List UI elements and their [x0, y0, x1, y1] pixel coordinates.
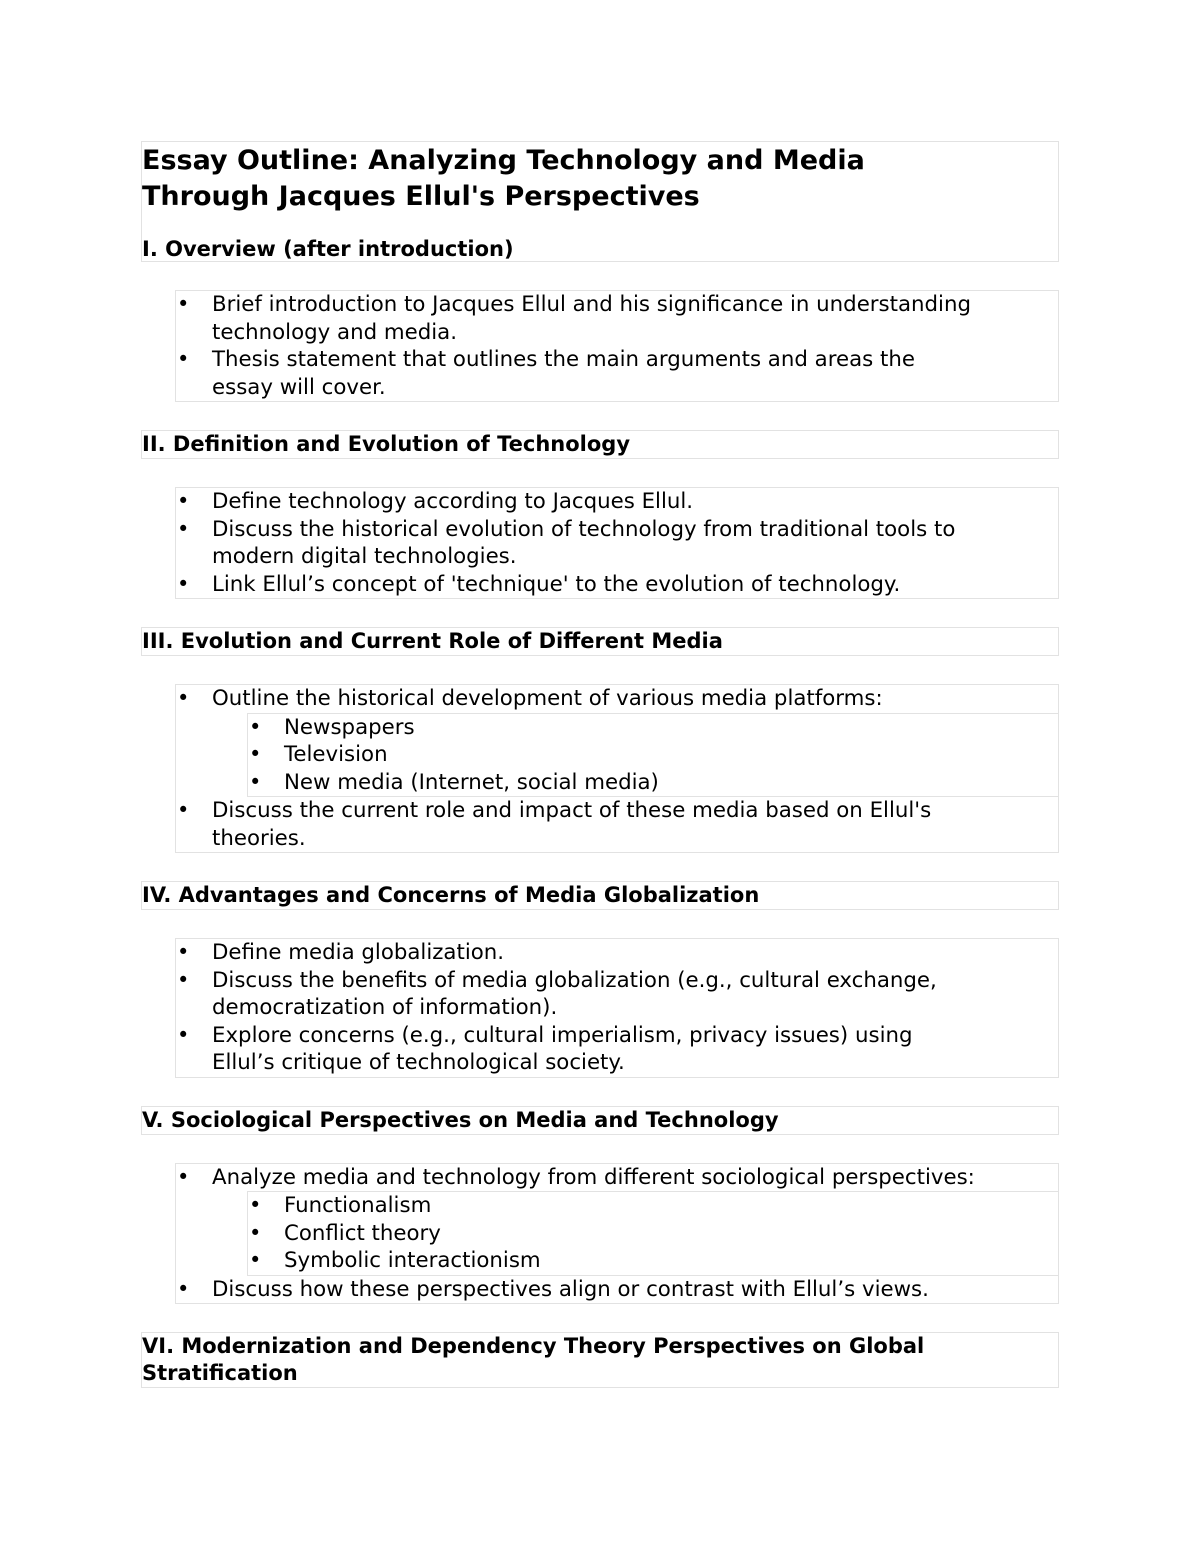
heading-text: IV. Advantages and Concerns of Media Globalization	[142, 883, 760, 907]
section-heading	[142, 1333, 1058, 1387]
section-heading-box	[141, 881, 1059, 910]
item-text: New media (Internet, social media)	[284, 769, 659, 795]
bullet-list	[175, 938, 1059, 1078]
item-text: Define media globalization.	[212, 940, 505, 965]
section-heading	[142, 236, 1058, 263]
heading-text: I. Overview (after introduction)	[142, 237, 514, 261]
section-heading	[142, 628, 1058, 655]
item-text: Discuss the current role and impact of these media based on Ellul's	[212, 798, 932, 823]
list-item	[176, 685, 1058, 713]
nested-list-item	[248, 1192, 1058, 1220]
heading-text: V. Sociological Perspectives on Media and Technology	[142, 1107, 779, 1132]
nested-list	[247, 713, 1058, 798]
item-text: technology and media.	[212, 319, 457, 345]
item-text: Outline the historical development of various media platforms:	[212, 686, 883, 711]
nested-list-item	[248, 741, 1058, 769]
section-heading-box	[141, 430, 1059, 459]
section-heading-box	[141, 1106, 1059, 1135]
item-text: Link Ellul’s concept of 'technique' to the evolution of technology.	[212, 571, 901, 597]
bullet-icon: •	[177, 1276, 190, 1301]
list-item	[176, 797, 1058, 852]
item-text: Define technology according to Jacques Ellul.	[212, 489, 694, 514]
bullet-icon: •	[177, 798, 190, 822]
bullet-icon: •	[177, 571, 190, 596]
heading-text: VI. Modernization and Dependency Theory Perspectives on Global	[142, 1334, 925, 1358]
bullet-list	[175, 290, 1059, 402]
nested-list-item	[248, 769, 1058, 797]
heading-text: Stratification	[142, 1361, 298, 1385]
nested-list-item	[248, 1220, 1058, 1248]
list-item	[176, 346, 1058, 401]
section-heading-box	[141, 627, 1059, 656]
bullet-icon: •	[177, 940, 190, 964]
list-item	[176, 488, 1058, 516]
bullet-icon: •	[249, 1193, 262, 1217]
item-text: Thesis statement that outlines the main arguments and areas the	[212, 347, 915, 372]
document-title: Through Jacques Ellul's Perspectives	[142, 181, 700, 212]
item-text: Analyze media and technology from different sociological perspectives:	[212, 1164, 975, 1190]
section-heading	[142, 431, 1058, 458]
list-item	[176, 571, 1058, 599]
item-text: Explore concerns (e.g., cultural imperialism, privacy issues) using	[212, 1022, 913, 1048]
section-heading	[142, 1107, 1058, 1134]
nested-list-item	[248, 714, 1058, 742]
bullet-list	[175, 1163, 1059, 1305]
item-text: Television	[284, 742, 388, 767]
item-text: Discuss the benefits of media globalization (e.g., cultural exchange,	[212, 967, 937, 993]
heading-text: III. Evolution and Current Role of Different Media	[142, 629, 723, 653]
list-item	[176, 516, 1058, 571]
bullet-icon: •	[177, 516, 190, 541]
nested-list	[247, 1191, 1058, 1276]
item-text: theories.	[212, 825, 306, 851]
bullet-icon: •	[177, 1164, 190, 1189]
bullet-icon: •	[177, 489, 190, 513]
item-text: Symbolic interactionism	[284, 1248, 541, 1273]
bullet-icon: •	[177, 967, 190, 992]
item-text: Ellul’s critique of technological society.	[212, 1050, 625, 1075]
bullet-icon: •	[177, 292, 190, 316]
bullet-icon: •	[249, 714, 262, 739]
item-text: Discuss how these perspectives align or contrast with Ellul’s views.	[212, 1276, 929, 1302]
document-title: Essay Outline: Analyzing Technology and Media	[142, 145, 865, 176]
item-text: Newspapers	[284, 714, 415, 740]
bullet-icon: •	[249, 742, 262, 766]
bullet-list	[175, 684, 1059, 853]
bullet-icon: •	[249, 1220, 262, 1245]
list-item	[176, 967, 1058, 1022]
nested-list-item	[248, 1247, 1058, 1275]
bullet-icon: •	[177, 1022, 190, 1047]
item-text: essay will cover.	[212, 374, 386, 400]
bullet-icon: •	[249, 769, 262, 794]
bullet-list	[175, 487, 1059, 599]
section-heading-box	[141, 1332, 1059, 1388]
list-item	[176, 291, 1058, 346]
item-text: Conflict theory	[284, 1220, 441, 1246]
list-item	[176, 1164, 1058, 1192]
item-text: Functionalism	[284, 1193, 432, 1218]
bullet-icon: •	[177, 347, 190, 371]
bullet-icon: •	[249, 1248, 262, 1272]
list-item	[176, 1276, 1058, 1304]
list-item	[176, 1022, 1058, 1077]
item-text: Discuss the historical evolution of technology from traditional tools to	[212, 516, 956, 542]
item-text: Brief introduction to Jacques Ellul and his significance in understanding	[212, 292, 971, 317]
document-page	[141, 141, 1059, 1388]
item-text: modern digital technologies.	[212, 544, 517, 569]
bullet-icon: •	[177, 686, 190, 710]
list-item	[176, 939, 1058, 967]
section-heading	[142, 882, 1058, 909]
heading-text: II. Definition and Evolution of Technology	[142, 432, 631, 456]
title-block	[141, 141, 1059, 262]
item-text: democratization of information).	[212, 995, 558, 1020]
